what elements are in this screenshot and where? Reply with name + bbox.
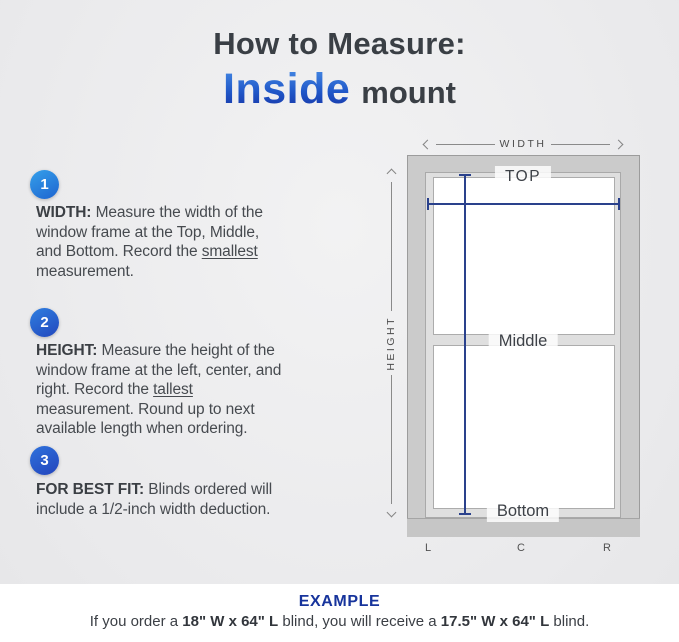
step-2-lead: HEIGHT: <box>36 342 98 359</box>
example-heading: EXAMPLE <box>298 593 381 610</box>
step-2-badge <box>30 308 59 337</box>
page-title: How to Measure: <box>213 26 466 61</box>
step-3-text <box>36 480 288 519</box>
height-arrow-line <box>391 375 392 504</box>
step-3-number: 3 <box>40 452 49 469</box>
example-text-middle: blind, you will receive a <box>278 613 441 630</box>
step-1-body: Measure the width of the window frame at the Top, Middle, and Bottom. Record the <box>36 204 263 260</box>
window-lower-pane <box>433 345 615 509</box>
bottom-position-label: Bottom <box>487 501 559 522</box>
example-footer <box>0 584 679 642</box>
arrow-left-chevron-icon <box>423 139 433 149</box>
height-dimension-arrow <box>385 170 397 516</box>
width-arrow-label: WIDTH <box>499 138 547 150</box>
example-text-prefix: If you order a <box>89 613 183 630</box>
page-subtitle <box>0 65 679 114</box>
step-2-text <box>36 341 288 439</box>
arrow-right-chevron-icon <box>614 139 624 149</box>
arrow-down-chevron-icon <box>386 508 396 518</box>
step-1-number: 1 <box>40 176 49 193</box>
left-axis-label: L <box>425 542 433 554</box>
example-received-size: 17.5" W x 64" L <box>440 613 550 630</box>
title-block <box>0 26 679 114</box>
height-measure-line <box>464 174 466 515</box>
center-axis-label: C <box>517 542 526 554</box>
width-dimension-arrow <box>424 137 622 151</box>
step-1-underlined-word: smallest <box>201 243 258 260</box>
example-ordered-size: 18" W x 64" L <box>182 613 279 630</box>
width-arrow-line <box>551 144 610 145</box>
step-2-number: 2 <box>40 314 49 331</box>
middle-position-label: Middle <box>489 331 558 352</box>
step-1-badge <box>30 170 59 199</box>
step-3-body: Blinds ordered will include a 1/2-inch width deduction. <box>36 481 273 518</box>
step-3-badge <box>30 446 59 475</box>
width-measure-line <box>427 203 620 205</box>
arrow-up-chevron-icon <box>386 169 396 179</box>
subtitle-rest: mount <box>361 75 456 110</box>
right-axis-label: R <box>603 542 612 554</box>
top-position-label: TOP <box>495 166 551 187</box>
step-2-underlined-word: tallest <box>153 381 193 398</box>
step-1-text <box>36 203 288 281</box>
step-2-body: Measure the height of the window frame at the left, center, and right. Record the <box>36 342 282 398</box>
width-arrow-line <box>436 144 495 145</box>
example-text-suffix: blind. <box>549 613 590 630</box>
height-arrow-line <box>391 182 392 311</box>
step-3-lead: FOR BEST FIT: <box>36 481 145 498</box>
step-1-body-end: measurement. <box>36 262 134 280</box>
subtitle-highlight: Inside <box>223 65 351 113</box>
example-text <box>0 613 679 630</box>
step-1-lead: WIDTH: <box>36 204 92 221</box>
step-2-body-end: measurement. Round up to next available length when ordering. <box>36 400 255 437</box>
window-upper-pane <box>433 177 615 335</box>
height-arrow-label: HEIGHT <box>385 315 397 371</box>
